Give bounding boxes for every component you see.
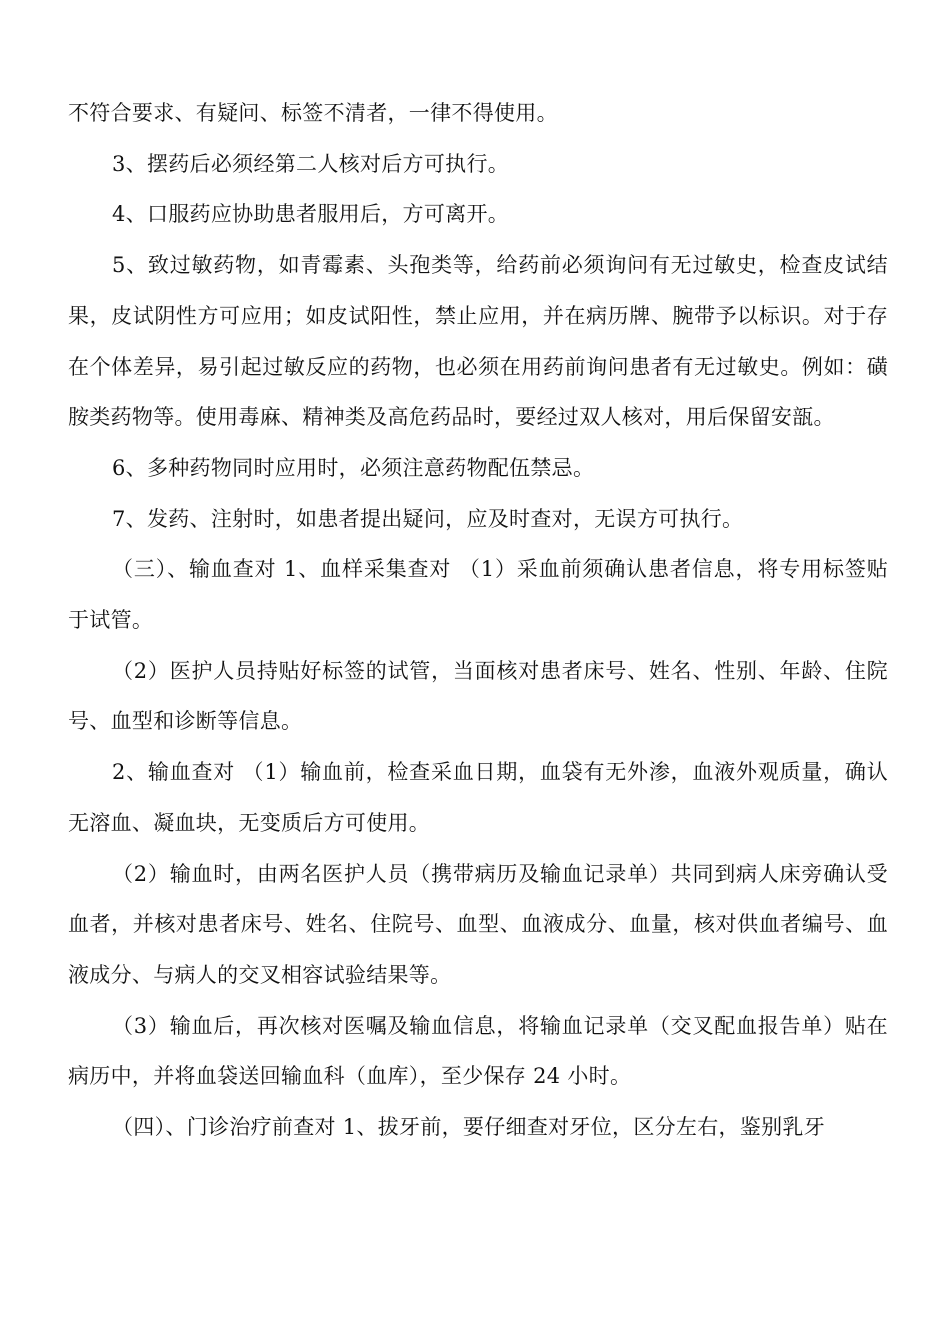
paragraph-5: 6、多种药物同时应用时，必须注意药物配伍禁忌。 bbox=[112, 455, 595, 480]
paragraph-11: （3）输血后，再次核对医嘱及输血信息，将输血记录单（交叉配血报告单）贴在病历中，并将血袋送回输血科（血库），至少保存 24 小时。 bbox=[68, 1013, 888, 1089]
document-body bbox=[68, 88, 888, 1153]
paragraph-3: 4、口服药应协助患者服用后，方可离开。 bbox=[112, 202, 510, 227]
paragraph-7: （三）、输血查对 1、血样采集查对 （1）采血前须确认患者信息，将专用标签贴于试管。 bbox=[68, 557, 888, 633]
paragraph-8: （2）医护人员持贴好标签的试管，当面核对患者床号、姓名、性别、年龄、住院号、血型和诊断等信息。 bbox=[68, 658, 888, 734]
paragraph-2: 3、摆药后必须经第二人核对后方可执行。 bbox=[112, 151, 510, 176]
paragraph-6: 7、发药、注射时，如患者提出疑问，应及时查对，无误方可执行。 bbox=[112, 506, 744, 531]
paragraph-10: （2）输血时，由两名医护人员（携带病历及输血记录单）共同到病人床旁确认受血者，并核对患者床号、姓名、住院号、血型、血液成分、血量，核对供血者编号、血液成分、与病人的交叉相容试验结果等。 bbox=[68, 861, 888, 987]
paragraph-1: 不符合要求、有疑问、标签不清者，一律不得使用。 bbox=[68, 101, 558, 125]
paragraph-12: （四）、门诊治疗前查对 1、拔牙前，要仔细查对牙位，区分左右，鉴别乳牙 bbox=[112, 1115, 826, 1140]
paragraph-4: 5、致过敏药物，如青霉素、头孢类等，给药前必须询问有无过敏史，检查皮试结果，皮试阴性方可应用；如皮试阳性，禁止应用，并在病历牌、腕带予以标识。对于存在个体差异，易引起过敏反应的药物，也必须在用药前询问患者有无过敏史。例如：磺胺类药物等。使用毒麻、精神类及高危药品时，要经过双人核对，用后保留安瓿。 bbox=[68, 253, 888, 430]
paragraph-9: 2、输血查对 （1）输血前，检查采血日期，血袋有无外渗，血液外观质量，确认无溶血、凝血块，无变质后方可使用。 bbox=[68, 760, 888, 835]
